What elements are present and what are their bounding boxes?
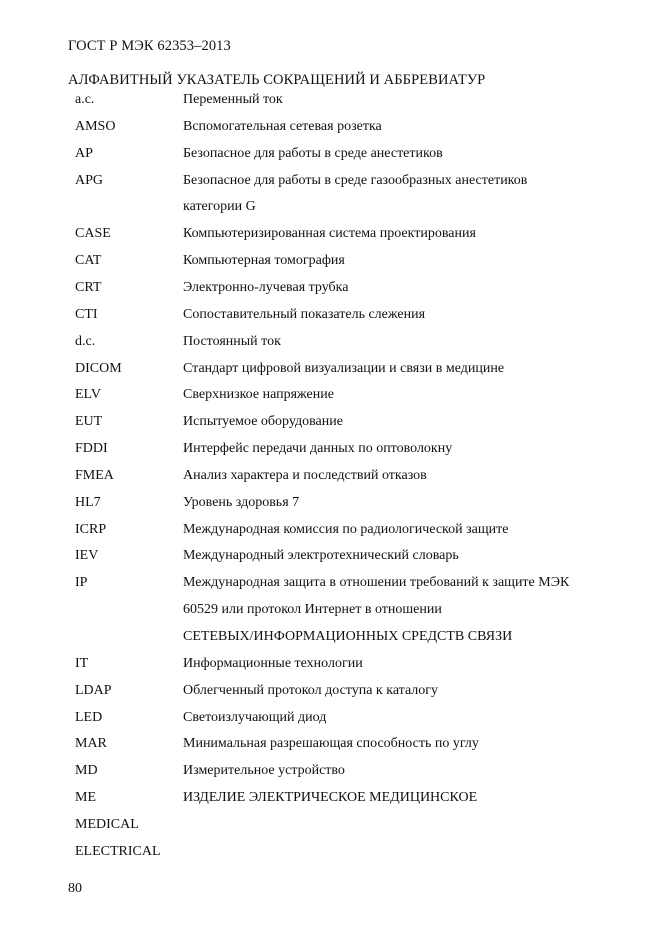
abbreviation-term: EUT (75, 414, 103, 430)
abbreviation-definition: Международная комиссия по радиологической защите (183, 521, 509, 537)
abbreviation-definition: категории G (183, 199, 256, 215)
abbreviation-term: d.c. (75, 333, 96, 349)
page-number: 80 (68, 881, 82, 896)
abbreviation-term: LDAP (75, 682, 112, 698)
abbreviation-definition: Стандарт цифровой визуализации и связи в медицине (183, 360, 505, 376)
abbreviation-definition: Анализ характера и последствий отказов (183, 467, 427, 483)
abbreviation-term: CAT (75, 253, 102, 269)
abbreviation-term: CTI (75, 306, 98, 322)
abbreviation-term: ICRP (75, 521, 107, 537)
abbreviation-term: MAR (75, 736, 107, 752)
abbreviation-term: APG (75, 172, 104, 188)
abbreviation-definition: Испытуемое оборудование (183, 414, 343, 430)
abbreviation-term: CASE (75, 226, 111, 242)
abbreviation-term: IT (75, 655, 89, 671)
abbreviation-definition: Постоянный ток (183, 333, 281, 349)
abbreviation-definition: Облегченный протокол доступа к каталогу (183, 682, 439, 698)
abbreviation-definition: Минимальная разрешающая способность по углу (183, 736, 479, 752)
abbreviation-definition: Уровень здоровья 7 (183, 494, 300, 510)
abbreviation-definition: Светоизлучающий диод (183, 709, 327, 725)
abbreviation-term: ELECTRICAL (75, 843, 161, 859)
abbreviation-definition: Переменный ток (183, 92, 283, 107)
abbreviation-term: ME (75, 790, 96, 806)
abbreviation-definition: Компьютеризированная система проектирования (183, 226, 476, 242)
abbreviation-definition: Измерительное устройство (183, 763, 345, 779)
abbreviation-term: DICOM (75, 360, 122, 376)
abbreviation-definition: Безопасное для работы в среде газообразных анестетиков (183, 172, 528, 188)
abbreviation-term: FDDI (75, 441, 108, 457)
abbreviation-term: HL7 (75, 494, 101, 510)
abbreviation-definition: Безопасное для работы в среде анестетиков (183, 145, 443, 161)
abbreviation-definition: Международный электротехнический словарь (183, 548, 459, 564)
abbreviation-definition: СЕТЕВЫХ/ИНФОРМАЦИОННЫХ СРЕДСТВ СВЯЗИ (183, 629, 513, 644)
abbreviation-definition: Международная защита в отношении требований к защите МЭК (183, 575, 570, 591)
abbreviation-definition: Информационные технологии (183, 655, 363, 671)
abbreviation-definition: ИЗДЕЛИЕ ЭЛЕКТРИЧЕСКОЕ МЕДИЦИНСКОЕ (183, 790, 478, 806)
abbreviation-definition: 60529 или протокол Интернет в отношении (183, 602, 442, 618)
abbreviation-term: AMSO (75, 118, 116, 134)
abbreviation-term: IEV (75, 548, 99, 564)
abbreviation-definition: Вспомогательная сетевая розетка (183, 118, 382, 134)
abbreviation-definition: Компьютерная томография (183, 253, 345, 269)
abbreviation-definition: Электронно-лучевая трубка (183, 279, 349, 295)
document-header: ГОСТ Р МЭК 62353–2013 (68, 38, 231, 54)
abbreviation-term: MD (75, 763, 98, 779)
abbreviation-term: IP (75, 575, 88, 591)
section-title: АЛФАВИТНЫЙ УКАЗАТЕЛЬ СОКРАЩЕНИЙ И АББРЕВИАТУР (68, 72, 486, 88)
abbreviation-term: AP (75, 145, 93, 161)
abbreviation-definition: Сопоставительный показатель слежения (183, 306, 426, 322)
abbreviation-term: LED (75, 709, 103, 725)
abbreviation-term: CRT (75, 279, 102, 295)
abbreviation-term: a.c. (75, 92, 95, 107)
abbreviation-definition: Сверхнизкое напряжение (183, 387, 334, 403)
abbreviation-term: FMEA (75, 467, 114, 483)
abbreviation-term: MEDICAL (75, 816, 139, 832)
abbreviation-definition: Интерфейс передачи данных по оптоволокну (183, 441, 453, 457)
abbreviation-term: ELV (75, 387, 101, 403)
